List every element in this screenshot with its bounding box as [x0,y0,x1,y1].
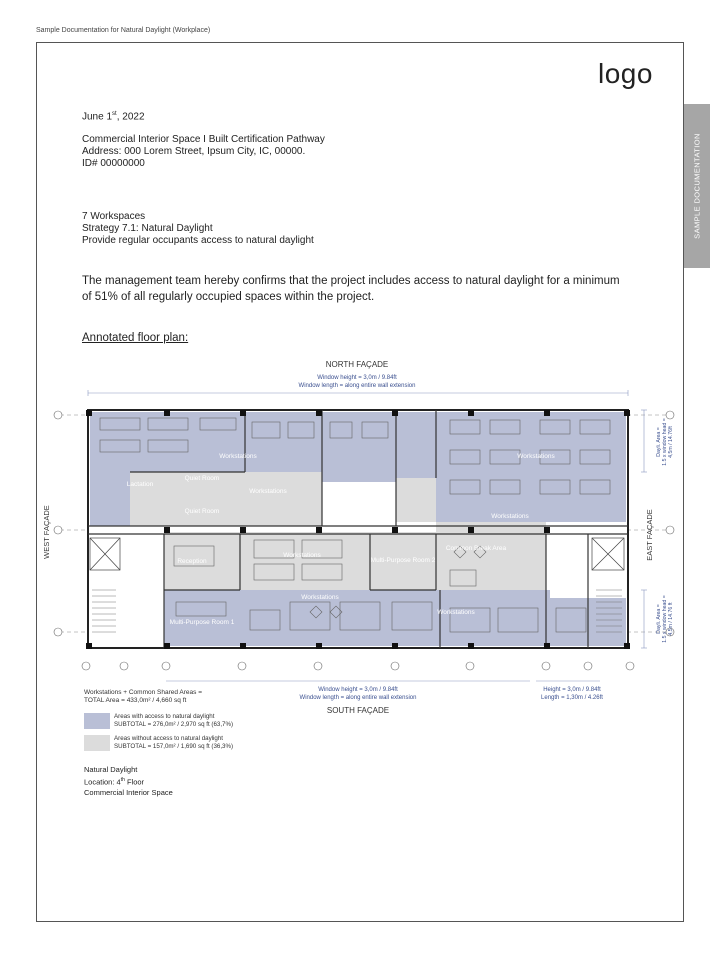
room-workstations-4: Workstations [491,513,529,520]
south-right-height: Height = 3,0m / 9.84ft [543,687,601,693]
legend-swatch-without-daylight [84,735,110,751]
document-date: June 1st, 2022 [82,111,145,123]
room-reception: Reception [177,558,207,565]
north-window-height: Window height = 3,0m / 9.84ft [317,375,397,381]
south-facade-label: SOUTH FAÇADE [326,706,390,715]
room-workstations-5: Workstations [283,552,321,559]
room-workstations-3: Workstations [517,453,555,460]
east-bottom-daylight-label-1: Dayli. Area = [656,604,662,634]
room-workstations-7: Workstations [437,609,475,616]
footer-location: Location: 4th Floor [84,777,145,787]
logo: logo [598,58,653,89]
north-window-length: Window length = along entire wall extension [298,383,416,389]
room-common-break-area: Common Break Area [445,545,507,552]
plan-footer [84,765,173,798]
project-id: ID# 00000000 [82,158,145,169]
legend-total-line2: TOTAL Area = 433,0m² / 4,660 sq ft [84,697,187,704]
room-workstations-6: Workstations [301,594,339,601]
legend-swatch-with-daylight [84,713,110,729]
project-info [82,134,325,170]
footer-space-type: Commercial Interior Space [84,787,173,797]
east-facade-label: EAST FAÇADE [645,509,654,561]
side-tab-label: SAMPLE DOCUMENTATION [692,133,702,239]
legend-without-daylight: Areas without access to natural daylight SUBTOTAL = 157,0m² / 1,690 sq ft (36,3%) [114,735,234,750]
south-right-length: Length = 1,30m / 4.26ft [541,695,603,701]
project-address: Address: 000 Lorem Street, Ipsum City, IC, 00000. [82,146,306,157]
legend-with-daylight: Areas with access to natural daylight SUBTOTAL = 276,0m² / 2,970 sq ft (63,7%) [114,713,234,728]
east-top-daylight-label-3: 4,5m / 14.76ft [668,426,674,458]
east-top-daylight-label-1: Dayli. Area = [656,427,662,457]
south-window-height: Window height = 3,0m / 9.84ft [318,687,398,693]
project-pathway: Commercial Interior Space I Built Certification Pathway [82,134,325,145]
legend-total-line1: Workstations + Common Shared Areas = [84,689,203,696]
room-quiet-1: Quiet Room [184,475,220,482]
strategy-description: Provide regular occupants access to natural daylight [82,235,314,246]
room-workstations-1: Workstations [219,453,257,460]
annotated-floor-plan-heading: Annotated floor plan: [82,332,189,344]
north-facade-label: NORTH FAÇADE [325,360,389,369]
room-quiet-2: Quiet Room [184,508,220,515]
header-note: Sample Documentation for Natural Daylight (Workplace) [36,27,211,34]
strategy-concept: 7 Workspaces [82,211,146,222]
east-bottom-daylight-label-2: 1.5 x window head = [662,595,668,643]
room-lactation: Lactation [126,481,154,488]
confirmation-statement: The management team hereby confirms that the project includes access to natural daylight for a minimum of 51% of all regularly occupied spaces within the project. [82,275,620,303]
west-facade-label: WEST FAÇADE [42,505,51,559]
legend-total [84,689,202,705]
room-multi-purpose-1: Multi-Purpose Room 1 [169,619,235,626]
strategy-info [82,211,314,247]
side-tab [684,104,710,268]
footer-title: Natural Daylight [84,765,138,774]
east-top-daylight-label-2: 1.5 x window head = [662,418,668,466]
east-bottom-daylight-label-3: 4,5m / 14.76 ft [668,602,674,636]
room-multi-purpose-2: Multi-Purpose Room 2 [370,557,436,564]
south-window-length: Window length = along entire wall extension [299,695,417,701]
strategy-name: Strategy 7.1: Natural Daylight [82,223,213,234]
room-workstations-2: Workstations [249,488,287,495]
floor-plan [40,350,680,720]
